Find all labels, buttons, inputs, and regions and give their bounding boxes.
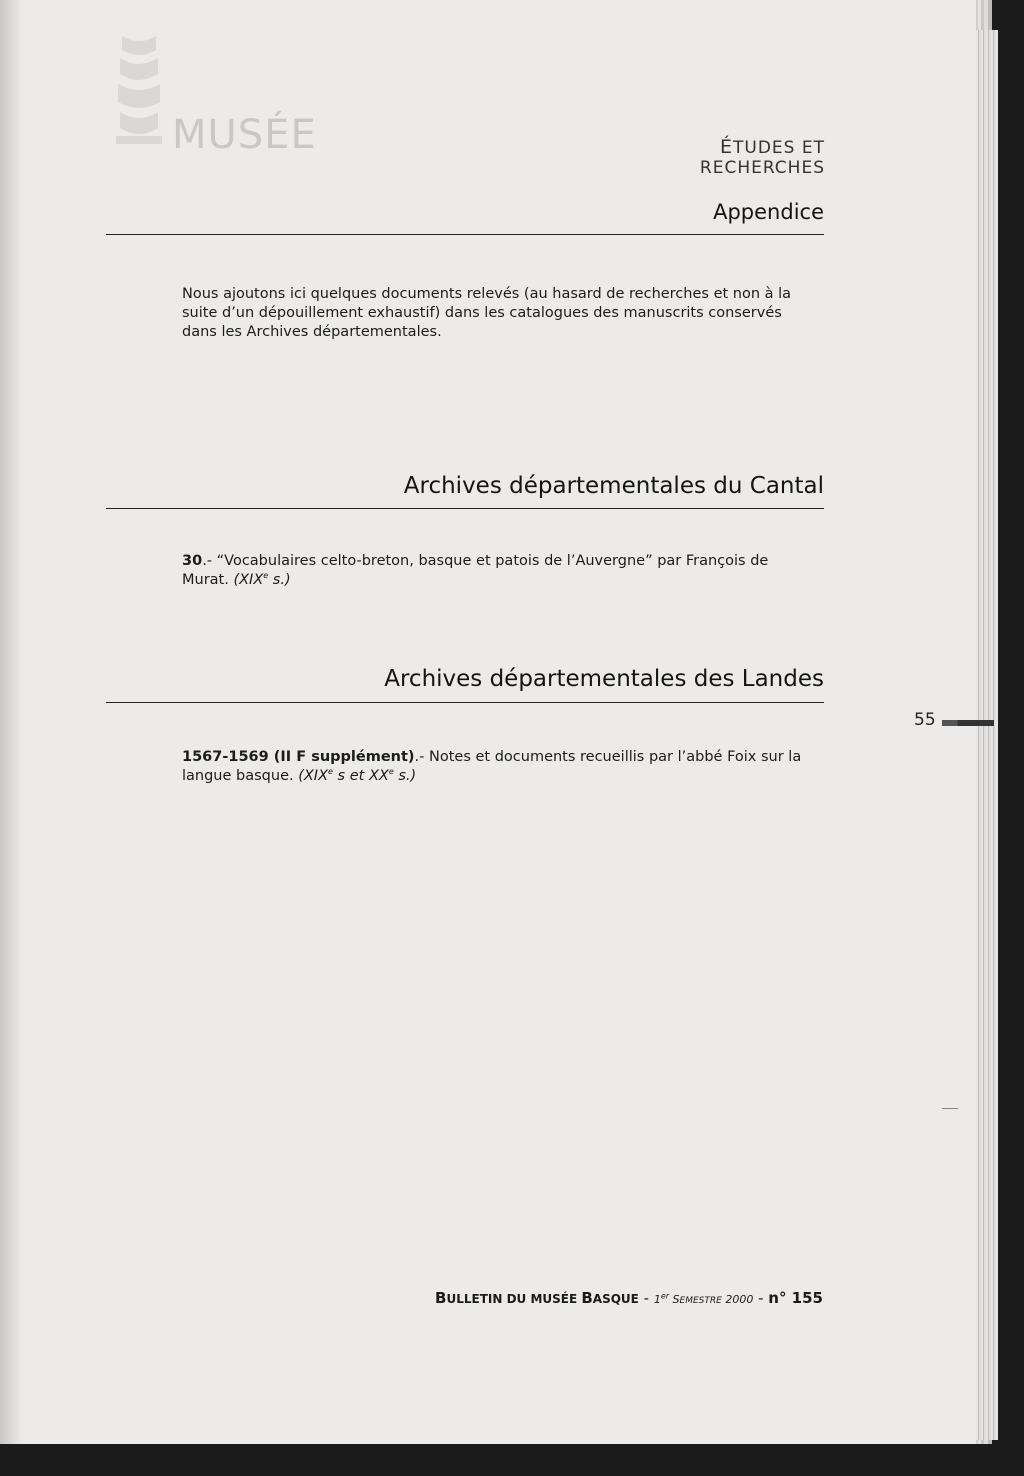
appendix-intro: Nous ajoutons ici quelques documents relevés (au hasard de recherches et non à la suite d’un dépouillement exhaustif) dans les catalogues des manuscrits conservés dans les Archives départementales. (182, 286, 792, 340)
margin-tick (942, 1108, 958, 1109)
cantal-entry-ref: 30 (182, 553, 203, 569)
running-header: ÉTUDES ET RECHERCHES (699, 136, 825, 178)
cantal-rule (106, 508, 824, 509)
cantal-heading: Archives départementales du Cantal (403, 473, 824, 499)
landes-entry-date: (XIXe s et XXe s.) (298, 767, 417, 784)
cantal-entry (182, 552, 802, 590)
museum-logo-icon (112, 32, 166, 150)
page-number: 55 (914, 710, 936, 730)
page-number-tab (942, 720, 994, 726)
appendix-rule (106, 234, 824, 235)
landes-entry-text: .- Notes et documents recueillis par l’abbé Foix sur la langue basque. (182, 749, 802, 784)
landes-entry-ref: 1567-1569 (II F supplément) (182, 749, 415, 765)
cantal-entry-date: (XIXe s.) (233, 571, 291, 588)
binding-fold (0, 0, 22, 1444)
page-edges (976, 30, 998, 1440)
landes-entry (182, 748, 802, 786)
appendix-heading: Appendice (713, 200, 824, 224)
footer: BULLETIN DU MUSÉE BASQUE - 1er SEMESTRE 2000 - n° 155 (435, 1289, 823, 1307)
landes-heading: Archives départementales des Landes (384, 666, 824, 692)
cantal-entry-text: .- “Vocabulaires celto-breton, basque et patois de l’Auvergne” par François de Murat. (182, 553, 769, 588)
landes-rule (106, 702, 824, 703)
ghost-logo-text: MUSÉE (172, 112, 317, 158)
